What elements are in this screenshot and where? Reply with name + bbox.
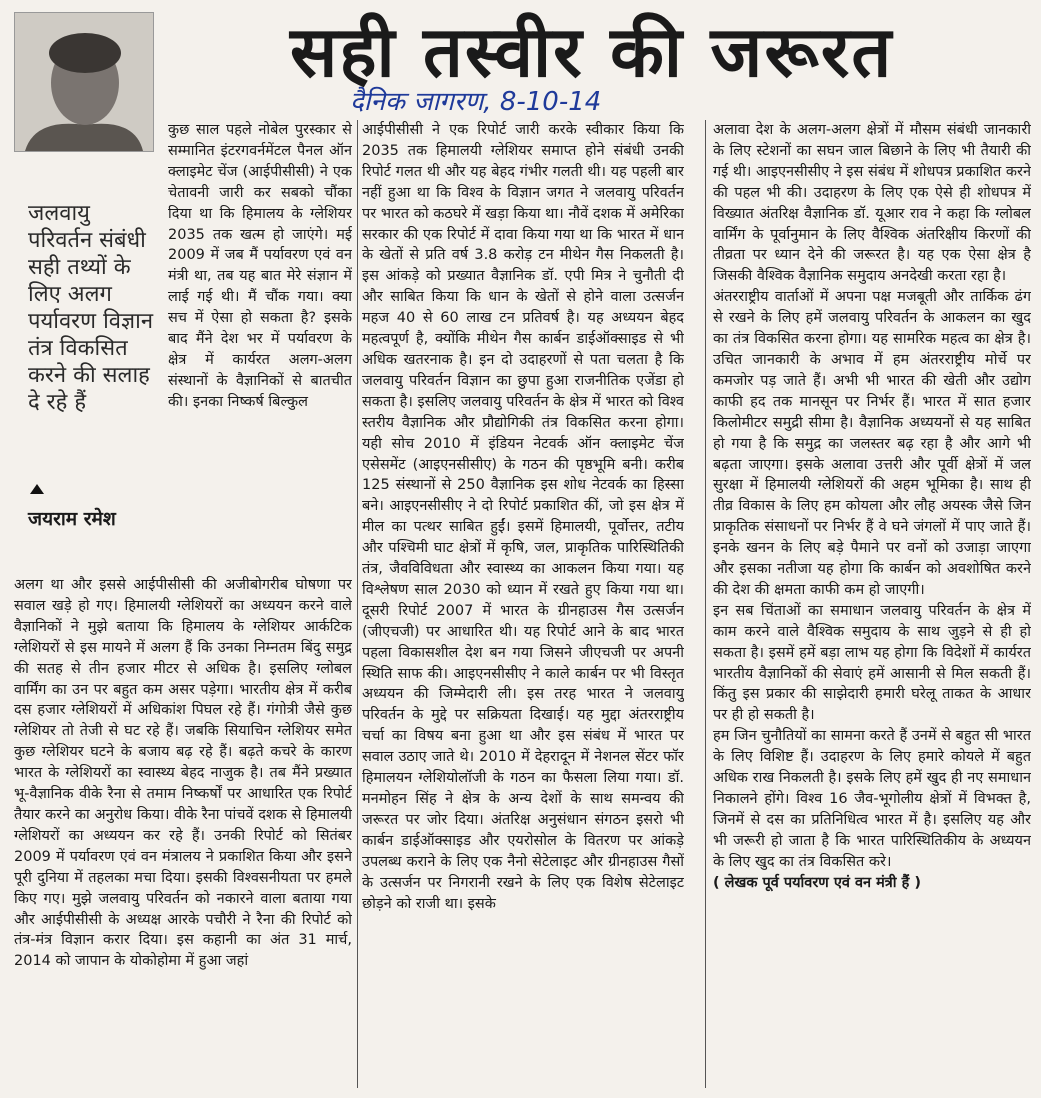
handwritten-date-note: दैनिक जागरण, 8-10-14	[350, 87, 602, 117]
column-divider	[357, 120, 358, 1088]
paragraph: आईपीसीसी ने एक रिपोर्ट जारी करके स्वीकार किया कि 2035 तक हिमालयी ग्लेशियर समाप्त होने संबंधी उनकी रिपोर्ट गलत थी और यह बेहद गंभीर गलती थी। यह पहली बार नहीं हुआ था कि विश्व के विज्ञान जगत ने जलवायु परिवर्तन पर भारत को कठघरे में खड़ा किया था। नौवें दशक में अमेरिका सरकार की एक रिपोर्ट में दावा किया गया था कि भारत में धान के खेतों से प्रति वर्ष 3.8 करोड़ टन मीथेन गैस निकलती है। इस आंकड़े को प्रख्यात वैज्ञानिक डॉ. एपी मित्र ने चुनौती दी और साबित किया कि धान के खेतों से होने वाला उत्सर्जन महज 40 से 60 लाख टन प्रतिवर्ष है। यह अध्ययन बेहद महत्वपूर्ण है, क्योंकि मीथेन गैस कार्बन डाईऑक्साइड से भी अधिक खतरनाक है। इन दो उदाहरणों से पता चलता है कि जलवायु परिवर्तन विज्ञान का छुपा हुआ राजनीतिक एजेंडा हो सकता है। इसलिए जलवायु परिवर्तन के क्षेत्र में भारत को विश्व स्तरीय वैज्ञानिक और प्रौद्योगिकी तंत्र विकसित करना होगा। यही सोच 2010 में इंडियन नेटवर्क ऑन क्लाइमेट चेंज एसेसमेंट (आइएनसीसीए) के गठन की पृष्ठभूमि बनी। करीब 125 संस्थानों से 250 वैज्ञानिक इस शोध नेटवर्क का हिस्सा बने। आइएनसीसीए ने दो रिपोर्ट प्रकाशित कीं, जो इस क्षेत्र में मील का पत्थर साबित हुईं। इसमें हिमालयी, पूर्वोत्तर, तटीय और पश्चिमी घाट क्षेत्रों में कृषि, जल, प्राकृतिक पारिस्थितिकी तंत्र, जैवविविधता और स्वास्थ्य का आकलन किया गया। यह विश्लेषण साल 2030 को ध्यान में रखते हुए किया गया था। दूसरी रिपोर्ट 2007 में भारत के ग्रीनहाउस गैस उत्सर्जन (जीएचजी) पर आधारित थी। यह रिपोर्ट आने के बाद भारत पहला विकासशील देश बन गया जिसने जीएचजी पर अपनी स्थिति साफ की। आइएनसीसीए ने काले कार्बन पर भी विस्तृत अध्ययन की जिम्मेदारी ली। इस तरह भारत ने जलवायु परिवर्तन के मुद्दे पर सक्रियता दिखाई। यह मुद्दा अंतरराष्ट्रीय चर्चा का विषय बना हुआ था और इस संबंध में भारत पर सवाल उठाए जाते थे। 2010 में देहरादून में नेशनल सेंटर फॉर हिमालयन ग्लेशियोलॉजी के गठन का फैसला लिया गया। डॉ. मनमोहन सिंह ने क्षेत्र के अन्य देशों के साथ समन्वय की जरूरत पर जोर दिया। अंतरिक्ष अनुसंधान संगठन इसरो भी कार्बन डाईऑक्साइड और एयरोसोल के वितरण पर आंकड़े उपलब्ध कराने के लिए एक नैनो सेटेलाइट और ग्रीनहाउस गैसों के उत्सर्जन पर निगरानी रखने के लिए एक विशेष सेटेलाइट छोड़ने को राजी था। इसके	[362, 122, 684, 912]
column-3	[713, 120, 1031, 1090]
paragraph: अंतरराष्ट्रीय वार्ताओं में अपना पक्ष मजबूती और तार्किक ढंग से रखने के लिए हमें जलवायु परिवर्तन के आकलन का खुद का तंत्र विकसित करना होगा। यह सामरिक महत्व का क्षेत्र है। उचित जानकारी के अभाव में हम अंतरराष्ट्रीय मोर्चे पर कमजोर पड़ जाते हैं। अभी भी भारत की खेती और उद्योग काफी हद तक मानसून पर निर्भर हैं। भारत में सात हजार किलोमीटर समुद्री सीमा है। वैज्ञानिक अध्ययनों से यह साबित हो गया है कि समुद्र का जलस्तर बढ़ रहा है और आगे भी बढ़ता जाएगा। इसके अलावा उत्तरी और पूर्वी क्षेत्रों में जल सुरक्षा में हिमालयी ग्लेशियरों की अहम भूमिका है। साथ ही तीव्र विकास के लिए हम कोयला और लौह अयस्क जैसे जिन प्राकृतिक संसाधनों पर निर्भर हैं वे घने जंगलों में पाए जाते हैं। इनके खनन के लिए बड़े पैमाने पर वनों को उजाड़ा जाएगा और इसका नतीजा यह होगा कि कार्बन को अवशोषित करने की देश की क्षमता काफी कम हो जाएगी।	[713, 289, 1031, 598]
column-2	[362, 120, 684, 1090]
article-blurb: जलवायु परिवर्तन संबंधी सही तथ्यों के लिए अलग पर्यावरण विज्ञान तंत्र विकसित करने की सलाह दे रहे हैं	[28, 201, 154, 415]
column-1-top	[168, 120, 352, 578]
paragraph: हम जिन चुनौतियों का सामना करते हैं उनमें से बहुत सी भारत के लिए विशिष्ट हैं। उदाहरण के लिए हमारे कोयले में बहुत अधिक राख निकलती है। इसके लिए हमें खुद ही नए समाधान निकालने होंगे। विश्व 16 जैव-भूगोलीय क्षेत्रों में विभक्त है, जिनमें से दस का प्रतिनिधित्व भारत में है। इसलिए यह और भी जरूरी हो जाता है कि भारत पारिस्थितिकीय के अध्ययन के लिए खुद का तंत्र विकसित करे।	[713, 728, 1031, 870]
paragraph: अलावा देश के अलग-अलग क्षेत्रों में मौसम संबंधी जानकारी के लिए स्टेशनों का सघन जाल बिछाने के लिए भी तैयारी की गई थी। आइएनसीसीए ने इस संबंध में शोधपत्र प्रकाशित करने की पहल भी की। उदाहरण के लिए एक ऐसे ही शोधपत्र में विख्यात अंतरिक्ष वैज्ञानिक डॉ. यूआर राव ने कहा कि ग्लोबल वार्मिंग के पूर्वानुमान के लिए वैश्विक अंतरिक्षीय किरणों की तीव्रता पर ध्यान देने की जरूरत है। यह एक ऐसा क्षेत्र है जिसकी वैश्विक वैज्ञानिक समुदाय अनदेखी करता रहा है।	[713, 122, 1031, 285]
triangle-icon	[30, 484, 44, 494]
column-1-bottom	[14, 575, 352, 1083]
paragraph: अलग था और इससे आईपीसीसी की अजीबोगरीब घोषणा पर सवाल खड़े हो गए। हिमालयी ग्लेशियरों का अध्ययन करने वाले वैज्ञानिकों ने मुझे बताया कि हिमालय के ग्लेशियर आर्कटिक ग्लेशियरों से इस मायने में अलग हैं कि उनका निम्नतम बिंदु समुद्र की सतह से तीन हजार मीटर से अधिक है। इसलिए ग्लोबल वार्मिंग का उन पर बहुत कम असर पड़ेगा। भारतीय क्षेत्र में करीब दस हजार ग्लेशियरों में अधिकांश पिघल रहे हैं। गंगोत्री जैसे कुछ ग्लेशियर तो तेजी से घट रहे हैं। जबकि सियाचिन ग्लेशियर समेत कुछ ग्लेशियर घटने के बजाय बढ़ रहे हैं। बढ़ते कचरे के कारण भारत के ग्लेशियरों का स्वास्थ्य बेहद नाजुक है। तब मैंने प्रख्यात भू-वैज्ञानिक वीके रैना से तमाम निष्कर्षों पर आधारित एक रिपोर्ट तैयार करने का अनुरोध किया। वीके रैना पांचवें दशक से हिमालयी ग्लेशियरों का अध्ययन कर रहे हैं। उनकी रिपोर्ट को सितंबर 2009 में पर्यावरण एवं वन मंत्रालय ने प्रकाशित किया और इसने पूरी दुनिया में तहलका मचा दिया। इसकी विश्वसनीयता पर हमले किए गए। मुझे जलवायु परिवर्तन को नकारने वाला बताया गया और आईपीसीसी के अध्यक्ष आरके पचौरी ने रैना की रिपोर्ट को तंत्र-मंत्र विज्ञान करार दिया। इस कहानी का अंत 31 मार्च, 2014 को जापान के योकोहोमा में हुआ जहां	[14, 577, 352, 970]
headline: सही तस्वीर की जरूरत	[290, 11, 894, 93]
author-photo	[14, 12, 154, 152]
column-divider	[705, 120, 706, 1088]
paragraph: इन सब चिंताओं का समाधान जलवायु परिवर्तन के क्षेत्र में काम करने वाले वैश्विक समुदाय के साथ जुड़ने से ही हो सकता है। इसमें हमें बड़ा लाभ यह होगा कि विदेशों में कार्यरत भारतीय वैज्ञानिकों की सेवाएं हमें आसानी से मिल सकती हैं। किंतु इस प्रकार की साझेदारी हमारी घरेलू ताकत के आधार पर ही हो सकती है।	[713, 602, 1031, 724]
author-signoff: ( लेखक पूर्व पर्यावरण एवं वन मंत्री हैं )	[713, 874, 921, 891]
paragraph: कुछ साल पहले नोबेल पुरस्कार से सम्मानित इंटरगवर्नमेंटल पैनल ऑन क्लाइमेट चेंज (आईपीसीसी) ने एक चेतावनी जारी कर सबको चौंका दिया था कि हिमालय के ग्लेशियर 2035 तक खत्म हो जाएंगे। मई 2009 में जब मैं पर्यावरण एवं वन मंत्री था, तब यह बात मेरे संज्ञान में लाई गई थी। मैं चौंक गया। क्या सच में ऐसा हो सकता है? इसके बाद मैंने देश भर में पर्यावरण के क्षेत्र में कार्यरत अलग-अलग संस्थानों के वैज्ञानिकों से बातचीत की। इनका निष्कर्ष बिल्कुल	[168, 122, 352, 410]
author-name: जयराम रमेश	[28, 508, 116, 530]
